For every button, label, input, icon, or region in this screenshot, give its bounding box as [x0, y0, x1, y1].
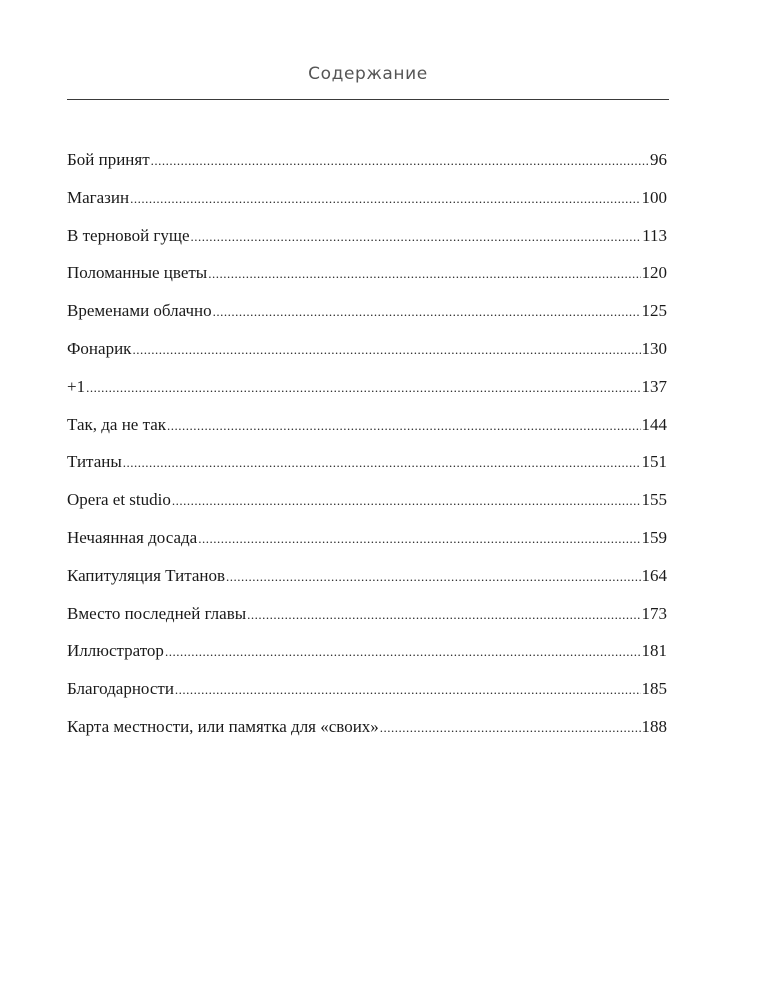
- toc-dot-leader: [130, 191, 640, 207]
- toc-entry[interactable]: [67, 679, 667, 717]
- toc-entry[interactable]: [67, 263, 667, 301]
- header-divider: [67, 99, 669, 100]
- toc-entry-page: 173: [641, 603, 667, 623]
- toc-dot-leader: [151, 153, 649, 169]
- toc-dot-leader: [175, 682, 641, 698]
- toc-entry-title: +1: [67, 376, 86, 396]
- toc-entry[interactable]: [67, 717, 667, 755]
- toc-entry-title: Титаны: [67, 452, 122, 472]
- toc-entry[interactable]: [67, 301, 667, 339]
- toc-entry-page: 188: [641, 716, 667, 736]
- toc-entry-title: Вместо последней главы: [67, 603, 247, 623]
- toc-entry[interactable]: [67, 226, 667, 264]
- toc-dot-leader: [191, 229, 642, 245]
- toc-entry-title: Так, да не так: [67, 414, 167, 434]
- toc-entry-page: 96: [650, 150, 667, 169]
- toc-dot-leader: [132, 342, 640, 358]
- toc-dot-leader: [86, 380, 640, 396]
- toc-entry[interactable]: [67, 604, 667, 642]
- toc-entry-title: Opera et studio: [67, 490, 171, 510]
- toc-entry-page: 137: [641, 376, 667, 396]
- toc-entry-title: Капитуляция Титанов: [67, 565, 226, 585]
- toc-entry-title: Нечаянная досада: [67, 527, 198, 547]
- toc-entry-page: 185: [641, 679, 667, 699]
- toc-entry-page: 100: [641, 187, 667, 207]
- toc-entry[interactable]: [67, 415, 667, 453]
- toc-entry-page: 125: [641, 301, 667, 321]
- toc-entry-title: Благодарности: [67, 679, 174, 699]
- toc-dot-leader: [123, 455, 641, 471]
- toc-entry-page: 155: [641, 490, 667, 510]
- toc-entry-page: 159: [641, 527, 667, 547]
- toc-entry[interactable]: [67, 150, 667, 188]
- toc-entry-page: 151: [641, 452, 667, 472]
- toc-entry-title: Карта местности, или памятка для «своих»: [67, 716, 379, 736]
- toc-entry-title: В терновой гуще: [67, 225, 190, 245]
- table-of-contents: [67, 150, 667, 755]
- toc-entry-page: 181: [641, 641, 667, 661]
- toc-dot-leader: [198, 531, 640, 547]
- toc-entry[interactable]: [67, 339, 667, 377]
- toc-dot-leader: [172, 493, 641, 509]
- toc-entry-title: Фонарик: [67, 338, 132, 358]
- toc-dot-leader: [380, 720, 641, 736]
- toc-entry[interactable]: [67, 452, 667, 490]
- toc-dot-leader: [165, 644, 641, 660]
- toc-entry-page: 144: [641, 414, 667, 434]
- toc-entry-title: Поломанные цветы: [67, 263, 208, 283]
- toc-entry[interactable]: [67, 528, 667, 566]
- toc-entry-title: Временами облачно: [67, 301, 212, 321]
- toc-entry-page: 113: [642, 225, 667, 245]
- toc-entry[interactable]: [67, 377, 667, 415]
- toc-entry-title: Иллюстратор: [67, 641, 164, 661]
- toc-dot-leader: [213, 304, 641, 320]
- page-header-title: Содержание: [308, 64, 428, 84]
- toc-entry-page: 164: [641, 565, 667, 585]
- toc-dot-leader: [208, 266, 640, 282]
- toc-entry[interactable]: [67, 188, 667, 226]
- toc-entry[interactable]: [67, 641, 667, 679]
- toc-entry-title: Магазин: [67, 187, 130, 207]
- toc-entry-title: Бой принят: [67, 150, 150, 169]
- toc-entry[interactable]: [67, 566, 667, 604]
- toc-entry-page: 120: [641, 263, 667, 283]
- toc-dot-leader: [226, 569, 640, 585]
- toc-dot-leader: [167, 418, 640, 434]
- toc-entry-page: 130: [641, 338, 667, 358]
- toc-entry[interactable]: [67, 490, 667, 528]
- toc-dot-leader: [247, 607, 640, 623]
